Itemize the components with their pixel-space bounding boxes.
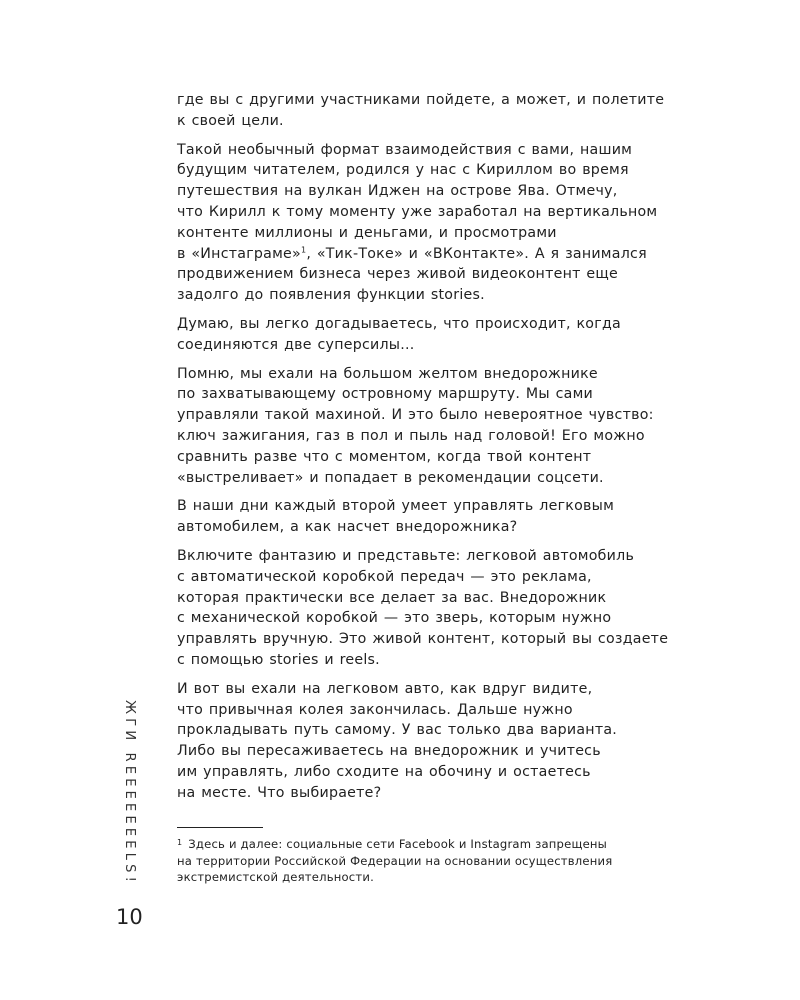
text-line: Такой необычный формат взаимодействия с вами, нашим [177,141,633,158]
text-line: сравнить разве что с моментом, когда твой контент [177,448,592,465]
text-line: что привычная колея закончилась. Дальше нужно [177,701,573,718]
text-line: с автоматической коробкой передач — это реклама, [177,568,592,585]
text-line: управлять вручную. Это живой контент, который вы создаете [177,631,669,648]
text-line: В наши дни каждый второй умеет управлять легковым [177,498,615,515]
text-line: «выстреливает» и попадает в рекомендации соцсети. [177,469,604,486]
text-fragment: , «Тик-Токе» и «ВКонтакте». А я занимался [306,245,647,262]
footnote-mark: 1 [177,838,183,847]
text-line: им управлять, либо сходите на обочину и остаетесь [177,763,591,780]
text-line: задолго до появления функции stories. [177,287,485,304]
text-line: Либо вы пересаживаетесь на внедорожник и учитесь [177,743,601,760]
text-line: автомобилем, а как насчет внедорожника? [177,519,518,536]
footnote-reference[interactable]: 1 [300,244,307,254]
text-line: прокладывать путь самому. У вас только два варианта. [177,722,618,739]
footnote-line: экстремистской деятельности. [177,870,374,884]
text-line: которая практически все делает за вас. Внедорожник [177,589,607,606]
footnote-divider [177,827,263,828]
text-line: по захватывающему островному маршруту. Мы сами [177,386,594,403]
text-line: продвижением бизнеса через живой видеоконтент еще [177,266,618,283]
text-line: на месте. Что выбираете? [177,784,382,801]
paragraph-2 [177,140,699,306]
text-line: будущим читателем, родился у нас с Кириллом во время [177,162,629,179]
footnote [177,836,699,886]
paragraph-6 [177,546,699,671]
page-number: 10 [116,905,143,929]
main-text [177,90,699,812]
text-line: с помощью stories и reels. [177,651,380,668]
footnote-text: Здесь и далее: социальные сети Facebook и Instagram запрещены [188,837,608,851]
text-line: что Кирилл к тому моменту уже заработал на вертикальном [177,203,658,220]
running-title: ЖГИ REEEEEEELS! [122,700,137,887]
text-line: путешествия на вулкан Иджен на острове Ява. Отмечу, [177,183,618,200]
footnote-line [177,836,699,853]
paragraph-1 [177,90,699,132]
text-line-with-footnote [177,244,699,265]
text-line: Включите фантазию и представьте: легковой автомобиль [177,547,635,564]
text-line: ключ зажигания, газ в пол и пыль над головой! Его можно [177,427,645,444]
paragraph-7 [177,679,699,804]
text-line: Думаю, вы легко догадываетесь, что происходит, когда [177,315,621,332]
text-line: контенте миллионы и деньгами, и просмотрами [177,224,557,241]
text-line: И вот вы ехали на легковом авто, как вдруг видите, [177,680,593,697]
text-fragment: в «Инстаграме» [177,245,301,262]
paragraph-4 [177,364,699,489]
text-line: к своей цели. [177,112,284,129]
text-line: Помню, мы ехали на большом желтом внедорожнике [177,365,598,382]
paragraph-5 [177,496,699,538]
text-line: с механической коробкой — это зверь, которым нужно [177,610,612,627]
footnote-line: на территории Российской Федерации на основании осуществления [177,853,613,868]
paragraph-3 [177,314,699,356]
text-line: соединяются две суперсилы... [177,336,415,353]
text-line: где вы с другими участниками пойдете, а может, и полетите [177,92,665,108]
text-line: управляли такой махиной. И это было невероятное чувство: [177,407,654,424]
